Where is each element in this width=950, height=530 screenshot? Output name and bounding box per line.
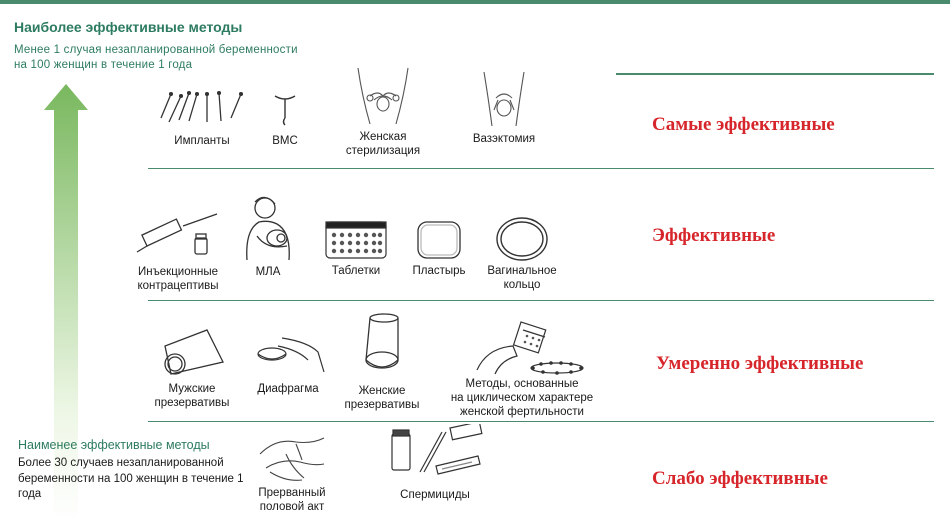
method-label: Диафрагма xyxy=(257,383,319,395)
method-label: Вагинальное кольцо xyxy=(487,265,557,291)
method-label: Женская стерилизация xyxy=(345,131,421,157)
divider-tier3 xyxy=(148,421,934,422)
breastfeeding-mother-icon xyxy=(239,194,297,262)
method-label: Мужские презервативы xyxy=(154,383,230,409)
method-label: Вазэктомия xyxy=(472,133,536,145)
method-label: Импланты xyxy=(174,135,230,147)
divider-top xyxy=(616,73,934,75)
method-fertility-awareness xyxy=(442,318,602,419)
method-vasectomy xyxy=(464,70,544,146)
iud-icon xyxy=(270,88,300,126)
method-vaginal-ring xyxy=(480,216,564,292)
cycle-beads-calendar-icon xyxy=(457,318,587,376)
method-iud xyxy=(260,88,310,148)
top-border-strip xyxy=(0,0,950,4)
method-female-sterilization xyxy=(338,66,428,158)
vaginal-ring-icon xyxy=(495,216,549,262)
most-effective-heading: Наиболее эффективные методы xyxy=(14,19,243,35)
syringe-icon xyxy=(133,212,223,262)
method-implants xyxy=(152,88,252,148)
female-condom-icon xyxy=(362,312,402,374)
method-injectable xyxy=(132,212,224,293)
method-lam xyxy=(238,194,298,279)
method-label: ВМС xyxy=(272,135,298,147)
tier-label-most-effective: Самые эффективные xyxy=(652,114,835,135)
method-diaphragm xyxy=(246,334,330,396)
male-condom-icon xyxy=(157,326,227,376)
method-label: МЛА xyxy=(255,266,281,278)
tier-label-effective: Эффективные xyxy=(652,225,776,246)
method-label: Прерванный половой акт xyxy=(258,487,326,513)
spermicide-icon xyxy=(380,424,490,476)
least-effective-heading: Наименее эффективные методы xyxy=(18,438,210,452)
method-pills xyxy=(318,220,394,278)
method-spermicide xyxy=(380,424,490,502)
method-patch xyxy=(404,220,474,278)
withdrawal-icon xyxy=(256,424,328,484)
method-male-condom xyxy=(150,326,234,410)
least-effective-description: Более 30 случаев незапланированной беременности на 100 женщин в течение 1 года xyxy=(18,457,244,500)
implant-rods-icon xyxy=(157,88,247,126)
method-label: Спермициды xyxy=(400,489,470,501)
most-effective-description: Менее 1 случая незапланированной беременности на 100 женщин в течение 1 года xyxy=(14,44,298,71)
tier-label-less-effective: Слабо эффективные xyxy=(652,468,828,489)
method-label: Методы, основанные на циклическом характере женской фертильности xyxy=(450,378,594,418)
patch-icon xyxy=(416,220,462,260)
female-sterilization-icon xyxy=(348,66,418,126)
diaphragm-icon xyxy=(248,334,328,376)
vasectomy-icon xyxy=(474,70,534,128)
method-label: Таблетки xyxy=(331,265,381,277)
method-withdrawal xyxy=(250,424,334,514)
pill-pack-icon xyxy=(324,220,388,260)
method-label: Пластырь xyxy=(412,265,466,277)
method-label: Инъекционные контрацептивы xyxy=(137,266,219,292)
tier-label-moderately-effective: Умеренно эффективные xyxy=(656,353,864,374)
method-label: Женские презервативы xyxy=(344,385,420,411)
divider-tier1 xyxy=(148,168,934,169)
divider-tier2 xyxy=(148,300,934,301)
method-female-condom xyxy=(342,312,422,412)
